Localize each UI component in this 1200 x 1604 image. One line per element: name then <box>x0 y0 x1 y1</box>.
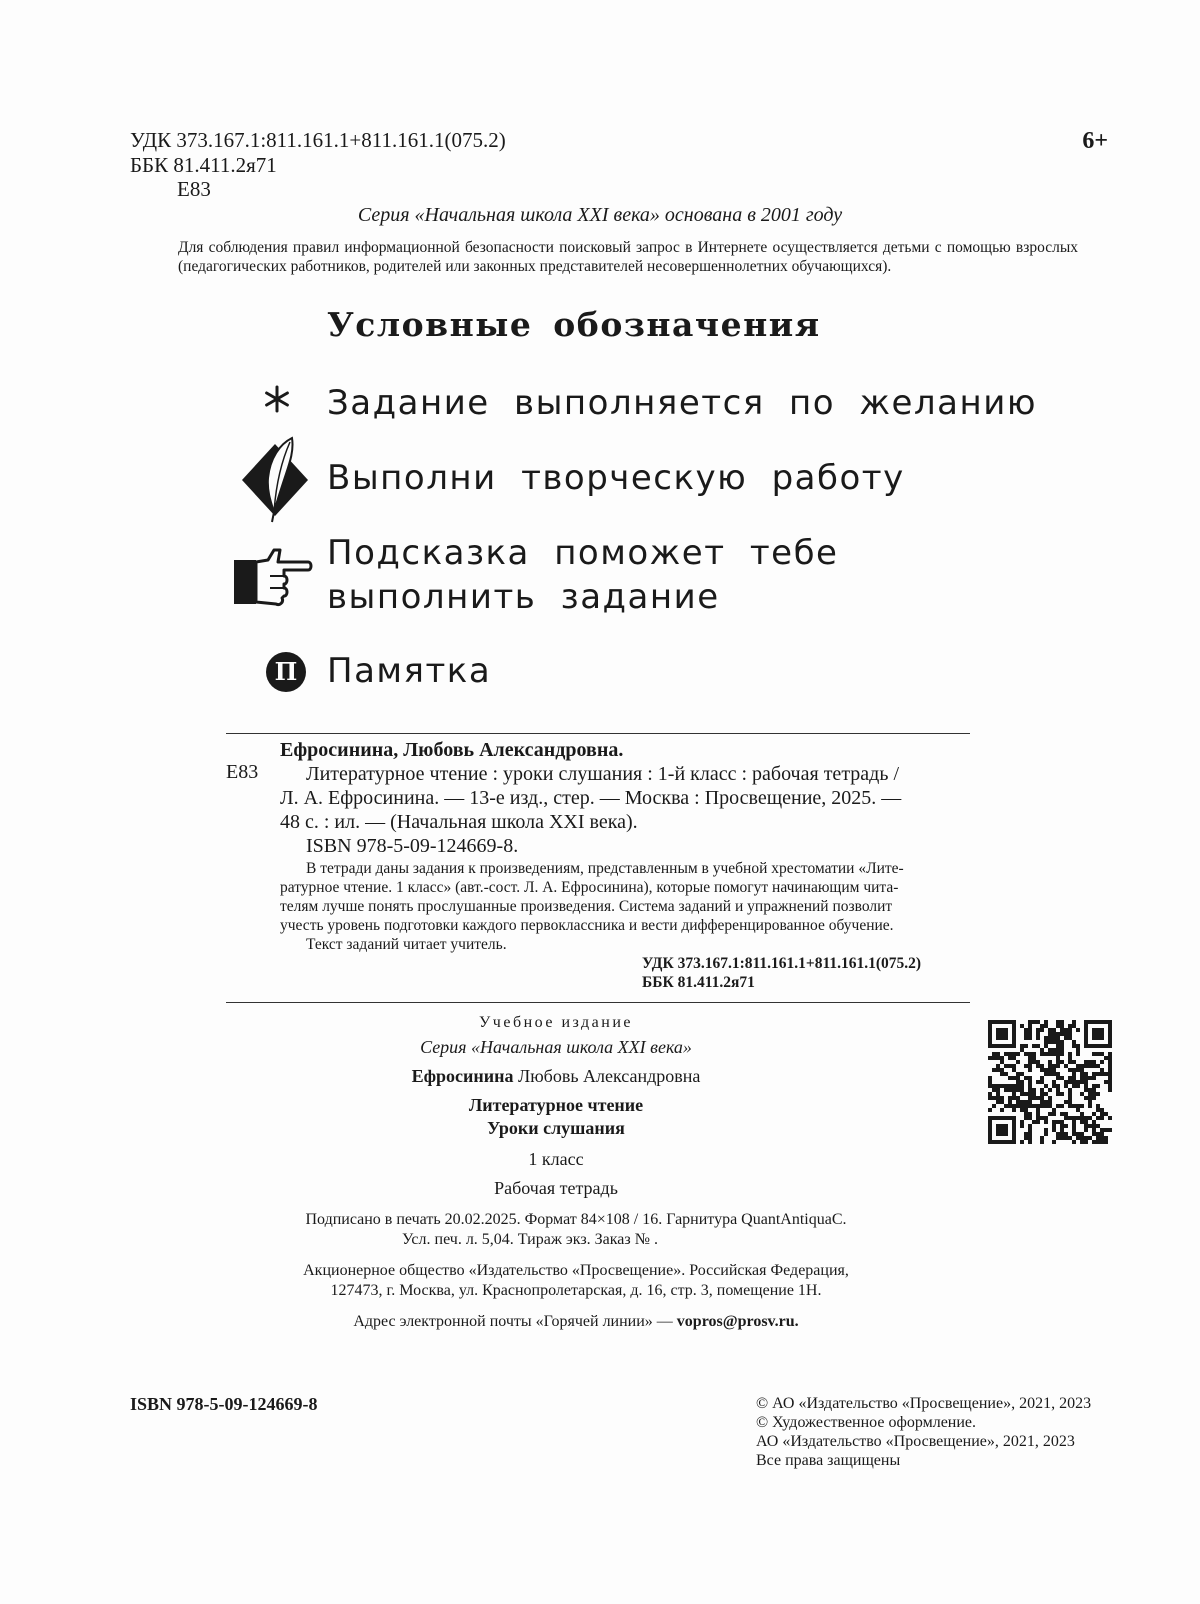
qr-code-graphic <box>988 1020 1112 1144</box>
imprint-series: Серия «Начальная школа XXI века» <box>420 1037 692 1057</box>
card-bottom-rule <box>226 1002 970 1003</box>
publisher-line-2: 127473, г. Москва, ул. Краснопролетарская, д. 16, стр. 3, помещение 1Н. <box>330 1282 822 1299</box>
imprint-subtitle: Уроки слушания <box>487 1118 625 1138</box>
publisher-line-1: Акционерное общество «Издательство «Просвещение». Российская Федерация, <box>303 1262 849 1279</box>
imprint-author <box>226 1066 886 1087</box>
pointing-hand-icon <box>234 542 314 612</box>
card-code: Е83 <box>226 761 259 783</box>
asterisk-icon <box>262 384 292 414</box>
card-line-3: 48 с. : ил. — (Начальная школа XXI века). <box>280 811 638 833</box>
footer-isbn: ISBN 978-5-09-124669-8 <box>130 1394 318 1414</box>
imprint-book-type: Рабочая тетрадь <box>494 1178 618 1198</box>
hotline-email-label: Адрес электронной почты «Горячей линии» — <box>353 1313 673 1330</box>
card-author: Ефросинина, Любовь Александровна. <box>280 739 624 761</box>
print-info-2: Усл. печ. л. 5,04. Тираж экз. Заказ № . <box>402 1231 658 1248</box>
imprint-author-name: Любовь Александровна <box>518 1066 701 1086</box>
card-line-1: Литературное чтение : уроки слушания : 1-й класс : рабочая тетрадь / <box>306 763 900 785</box>
card-isbn: ISBN 978-5-09-124669-8. <box>306 835 519 857</box>
card-top-rule <box>226 733 970 734</box>
legend-title: Условные обозначения <box>327 305 821 344</box>
card-desc-1: В тетради даны задания к произведениям, представленным в учебной хрестоматии «Лите- <box>306 860 904 877</box>
author-code: Е83 <box>177 177 211 201</box>
print-info-1: Подписано в печать 20.02.2025. Формат 84×108 / 16. Гарнитура QuantAntiquaC. <box>305 1211 847 1228</box>
bbk-code: ББК 81.411.2я71 <box>130 153 277 177</box>
card-udk: УДК 373.167.1:811.161.1+811.161.1(075.2) <box>642 955 922 972</box>
hotline-email-address: vopros@prosv.ru. <box>676 1313 799 1330</box>
card-desc-3: телям лучше понять прослушанные произведения. Система заданий и упражнений позволит <box>280 898 893 915</box>
imprint-title: Литературное чтение <box>468 1095 644 1115</box>
legend-item-optional: Задание выполняется по желанию <box>327 383 1037 423</box>
copyright-4: Все права защищены <box>756 1452 901 1469</box>
copyright-3: АО «Издательство «Просвещение», 2021, 2023 <box>756 1433 1075 1450</box>
safety-notice: Для соблюдения правил информационной безопасности поисковый запрос в Интернете осуществляется детьми с помощью взрослых (педагогических работников, родителей или законных представителей несовершеннолетних обучающихся). <box>178 239 1078 275</box>
legend-item-hint-line1: Подсказка поможет тебе <box>327 533 839 573</box>
series-note: Серия «Начальная школа XXI века» основана в 2001 году <box>357 204 843 226</box>
copyright-1: © АО «Издательство «Просвещение», 2021, 2023 <box>756 1395 1092 1412</box>
udk-code: УДК 373.167.1:811.161.1+811.161.1(075.2) <box>130 128 506 152</box>
hotline-email <box>246 1313 906 1331</box>
card-desc-4: учесть уровень подготовки каждого первоклассника и вести дифференцированное обучение. <box>280 917 894 934</box>
card-bbk: ББК 81.411.2я71 <box>642 974 755 991</box>
age-rating: 6+ <box>1082 128 1108 154</box>
edition-type: Учебное издание <box>478 1014 634 1031</box>
legend-item-hint-line2: выполнить задание <box>327 577 720 617</box>
imprint-grade: 1 класс <box>528 1149 584 1169</box>
card-desc-5: Текст заданий читает учитель. <box>306 936 507 953</box>
imprint-author-surname: Ефросинина <box>411 1066 514 1086</box>
qr-code <box>988 1020 1112 1144</box>
card-line-2: Л. А. Ефросинина. — 13-е изд., стер. — Москва : Просвещение, 2025. — <box>280 787 902 809</box>
card-desc-2: ратурное чтение. 1 класс» (авт.-сост. Л. А. Ефросинина), которые помогут начинающим чита- <box>280 879 899 896</box>
legend-item-creative: Выполни творческую работу <box>327 458 905 498</box>
copyright-2: © Художественное оформление. <box>756 1414 977 1431</box>
quill-icon <box>240 434 310 524</box>
legend-item-memo: Памятка <box>327 651 492 691</box>
memo-p-icon: П <box>266 652 306 692</box>
